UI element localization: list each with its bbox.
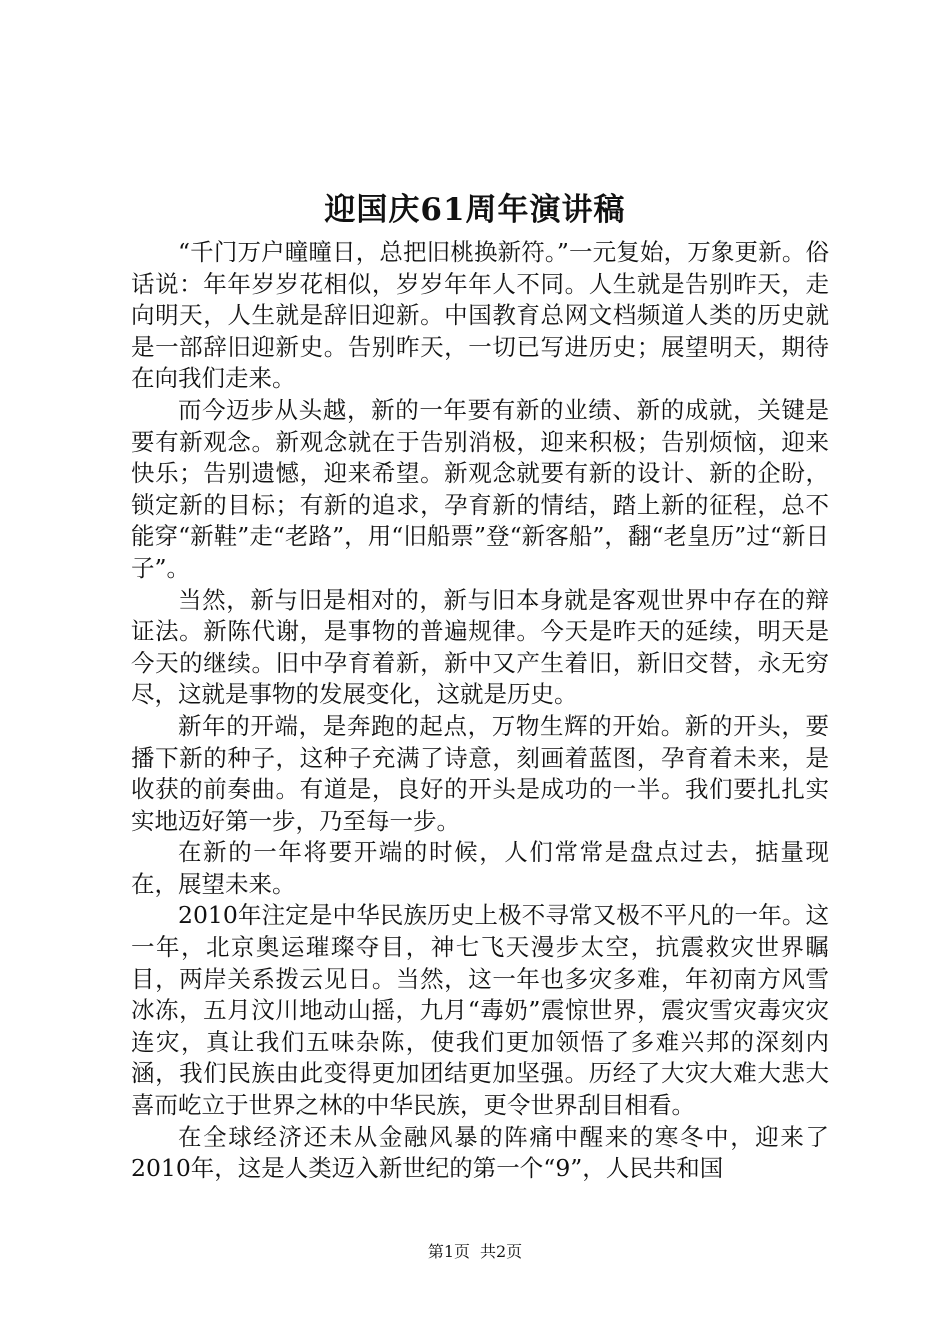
paragraph-7: 在全球经济还未从金融风暴的阵痛中醒来的寒冬中，迎来了2010年，这是人类迈入新世纪的第一个“9”，人民共和国 [131,1122,829,1183]
paragraph-4: 新年的开端，是奔跑的起点，万物生辉的开始。新的开头，要播下新的种子，这种子充满了诗意，刻画着蓝图，孕育着未来，是收获的前奏曲。有道是，良好的开头是成功的一半。我们要扎扎实实地迈好第一步，乃至每一步。 [131,711,829,835]
page-number-total: 共2页 [480,1242,523,1261]
paragraph-2: 而今迈步从头越，新的一年要有新的业绩、新的成就，关键是要有新观念。新观念就在于告别消极，迎来积极；告别烦恼，迎来快乐；告别遗憾，迎来希望。新观念就要有新的设计、新的企盼，锁定新的目标；有新的追求，孕育新的情结，踏上新的征程，总不能穿“新鞋”走“老路”，用“旧船票”登“新客船”，翻“老皇历”过“新日子”。 [131,395,829,582]
paragraph-6: 2010年注定是中华民族历史上极不寻常又极不平凡的一年。这一年，北京奥运璀璨夺目，神七飞天漫步太空，抗震救灾世界瞩目，两岸关系拨云见日。当然，这一年也多灾多难，年初南方风雪冰冻，五月汶川地动山摇，九月“毒奶”震惊世界，震灾雪灾毒灾灾连灾，真让我们五味杂陈，使我们更加领悟了多难兴邦的深刻内涵，我们民族由此变得更加团结更加坚强。历经了大灾大难大悲大喜而屹立于世界之林的中华民族，更令世界刮目相看。 [131,901,829,1120]
document-body [131,237,829,1185]
paragraph-5: 在新的一年将要开端的时候，人们常常是盘点过去，掂量现在，展望未来。 [131,838,829,898]
paragraph-1: “千门万户曈曈日，总把旧桃换新符。”一元复始，万象更新。俗话说：年年岁岁花相似，岁岁年年人不同。人生就是告别昨天，走向明天，人生就是辞旧迎新。中国教育总网文档频道人类的历史就是一部辞旧迎新史。告别昨天，一切已写进历史；展望明天，期待在向我们走来。 [131,238,829,393]
document-title: 迎国庆61周年演讲稿 [324,192,626,228]
page-number-current: 第1页 [427,1242,470,1261]
paragraph-3: 当然，新与旧是相对的，新与旧本身就是客观世界中存在的辩证法。新陈代谢，是事物的普遍规律。今天是昨天的延续，明天是今天的继续。旧中孕育着新，新中又产生着旧，新旧交替，永无穷尽，这就是事物的发展变化，这就是历史。 [131,585,829,709]
page-footer [0,1240,950,1264]
